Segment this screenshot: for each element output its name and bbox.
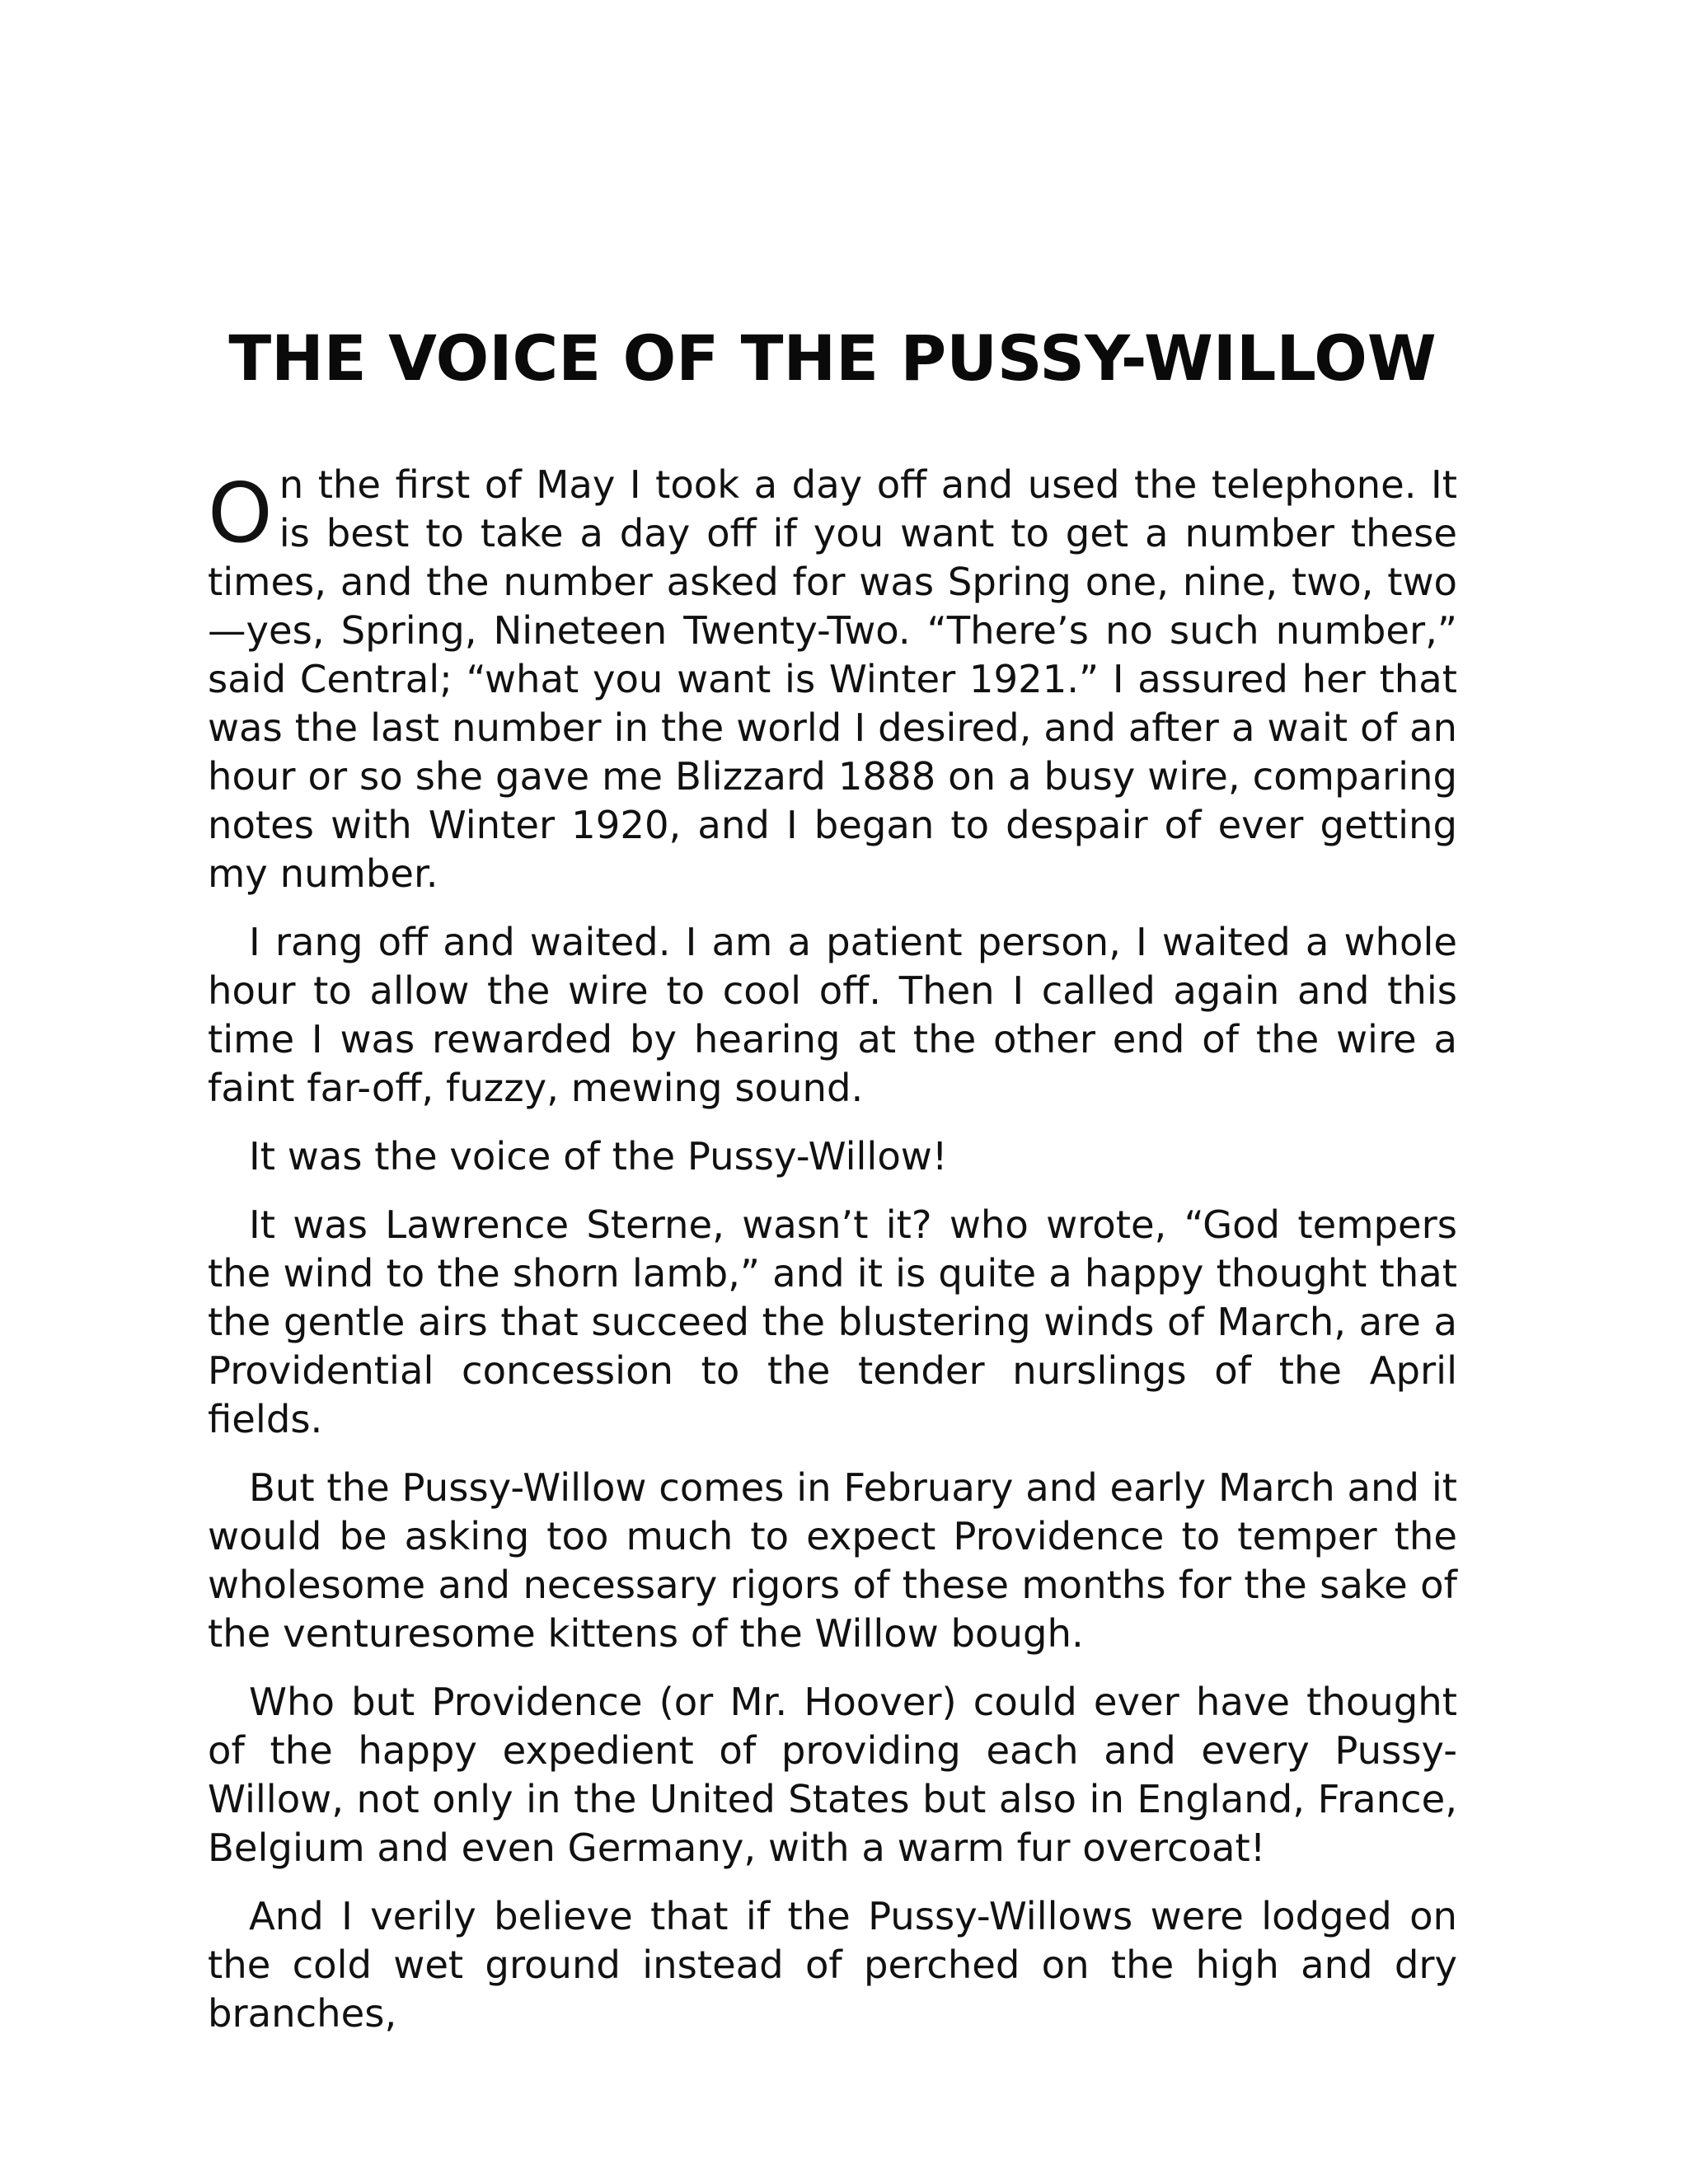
paragraph-3: It was the voice of the Pussy-Willow! (249, 1134, 948, 1179)
paragraph-2: I rang off and waited. I am a patient person, I waited a whole hour to allow the wire to cool off. Then I called again and this time I was rewarded by hearing at the other end of the wire a faint far-off, fuzzy, mewing sound. (208, 920, 1457, 1110)
chapter-title: THE VOICE OF THE PUSSY-WILLOW (228, 321, 1437, 395)
paragraph-1 (208, 461, 1457, 898)
paragraph-5: But the Pussy-Willow comes in February and early March and it would be asking too much to expect Providence to temper the wholesome and necessary rigors of these months for the sake of the venturesome kittens of the Willow bough. (208, 1465, 1457, 1656)
paragraph-1-text: n the first of May I took a day off and used the telephone. It is best to take a day off if you want to get a number these times, and the number asked for was Spring one, nine, two, two—yes, Spring, Nineteen Twenty-Two. “There’s no such number,” said Central; “what you want is Winter 1921.” I assured her that was the last number in the world I desired, and after a wait of an hour or so she gave me Blizzard 1888 on a busy wire, comparing notes with Winter 1920, and I began to despair of ever getting my number. (208, 462, 1457, 896)
book-page (208, 317, 1457, 2038)
drop-cap: O (208, 465, 273, 561)
paragraph-7: And I verily believe that if the Pussy-Willows were lodged on the cold wet ground instead of perched on the high and dry branches, (208, 1894, 1457, 2036)
paragraph-4: It was Lawrence Sterne, wasn’t it? who wrote, “God tempers the wind to the shorn lamb,” and it is quite a happy thought that the gentle airs that succeed the blustering winds of March, are a Providential concession to the tender nurslings of the April fields. (208, 1202, 1457, 1441)
paragraph-6: Who but Providence (or Mr. Hoover) could ever have thought of the happy expedient of providing each and every Pussy-Willow, not only in the United States but also in England, France, Belgium and even Germany, with a warm fur overcoat! (208, 1680, 1457, 1870)
